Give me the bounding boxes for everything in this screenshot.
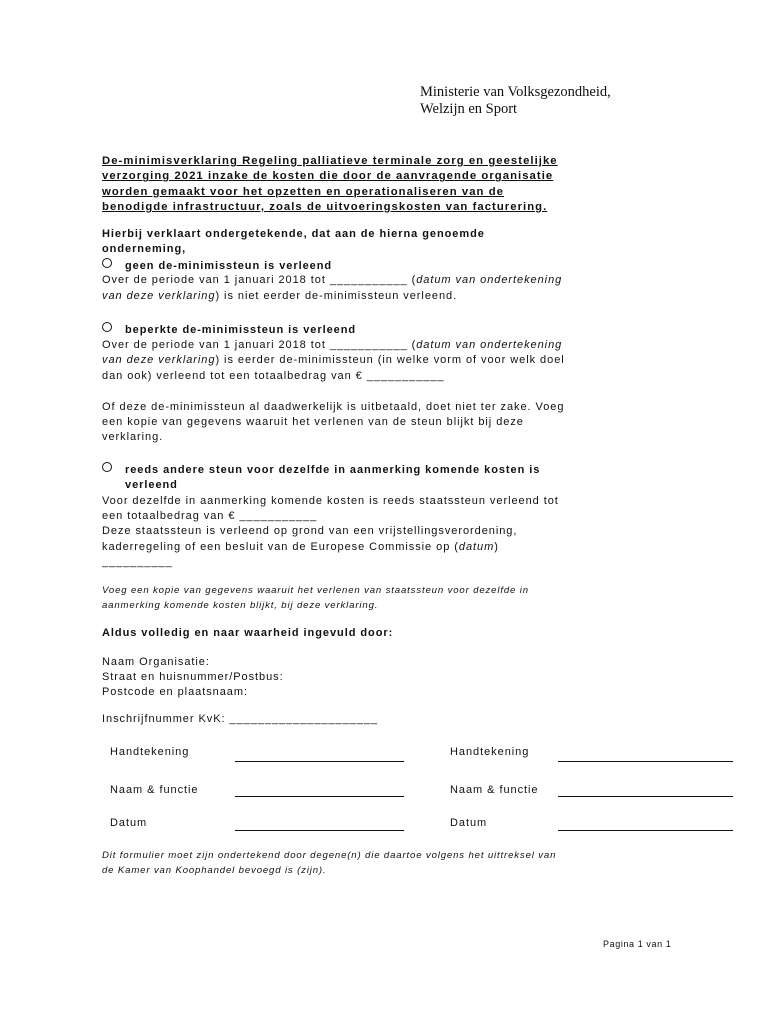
option-no-aid-text-1a: Over de periode van 1 januari 2018 tot ___________ ( (102, 274, 417, 286)
option-limited-aid-text-2a: van deze verklaring (102, 354, 216, 366)
signature-label-left: Handtekening (110, 746, 190, 758)
title-line-1: De-minimisverklaring Regeling palliatieve terminale zorg en geestelijke (102, 155, 558, 167)
org-name-label: Naam Organisatie: (102, 656, 210, 668)
signature-line-right[interactable] (558, 761, 733, 762)
option-no-aid-text-1b: datum van ondertekening (416, 274, 563, 286)
radio-limited-aid[interactable] (102, 322, 112, 332)
org-street-label: Straat en huisnummer/Postbus: (102, 671, 284, 683)
option-other-aid-text-4c: ) (494, 541, 499, 553)
option-limited-aid-text-1b: datum van ondertekening (416, 339, 563, 351)
option-no-aid-text-2 (102, 289, 457, 305)
date-label-left: Datum (110, 817, 148, 829)
org-postcode-label: Postcode en plaatsnaam: (102, 686, 248, 698)
option-limited-aid[interactable] (102, 322, 356, 339)
option-other-aid[interactable] (102, 462, 540, 479)
name-function-label-right: Naam & functie (450, 784, 539, 796)
signature-label-right: Handtekening (450, 746, 530, 758)
option-other-aid-text-4a: kaderregeling of een besluit van de Europese Commissie op ( (102, 541, 459, 553)
completed-by-heading: Aldus volledig en naar waarheid ingevuld door: (102, 627, 394, 639)
footer-note-line-2: de Kamer van Koophandel bevoegd is (zijn). (102, 865, 327, 876)
paid-note-line-3: verklaring. (102, 431, 164, 443)
option-limited-aid-text-3: dan ook) verleend tot een totaalbedrag van € ___________ (102, 370, 445, 382)
option-other-aid-text-4b: datum (458, 541, 495, 553)
ministry-name (420, 84, 611, 118)
option-other-aid-text-2: een totaalbedrag van € ___________ (102, 510, 318, 522)
intro-line-1: Hierbij verklaart ondergetekende, dat aan de hierna genoemde (102, 228, 485, 240)
option-no-aid-text-2b: ) is niet eerder de-minimissteun verleend. (215, 290, 458, 302)
option-other-aid-label-1: reeds andere steun voor dezelfde in aanmerking komende kosten is (125, 464, 541, 476)
option-other-aid-text-1: Voor dezelfde in aanmerking komende kosten is reeds staatssteun verleend tot (102, 495, 559, 507)
option-other-aid-date-blank: __________ (102, 556, 173, 568)
paid-note-line-1: Of deze de-minimissteun al daadwerkelijk is uitbetaald, doet niet ter zake. Voeg (102, 401, 565, 413)
page-number: Pagina 1 van 1 (603, 939, 672, 949)
name-function-line-left[interactable] (235, 796, 404, 797)
option-limited-aid-text-2b: ) is eerder de-minimissteun (in welke vorm of voor welk doel (215, 354, 565, 366)
option-other-aid-text-4 (102, 540, 499, 556)
kvk-field[interactable]: Inschrijfnummer KvK: _____________________ (102, 713, 378, 725)
ministry-line-2: Welzijn en Sport (420, 101, 518, 117)
document-title (102, 154, 602, 215)
option-limited-aid-text-1a: Over de periode van 1 januari 2018 tot ___________ ( (102, 339, 417, 351)
paid-note-line-2: een kopie van gegevens waaruit het verlenen van de steun blijkt bij deze (102, 416, 524, 428)
option-limited-aid-text-1 (102, 338, 562, 354)
title-line-4: benodigde infrastructuur, zoals de uitvoeringskosten van facturering. (102, 200, 548, 213)
option-other-aid-text-3: Deze staatssteun is verleend op grond van een vrijstellingsverordening, (102, 525, 518, 537)
option-no-aid-text-2a: van deze verklaring (102, 290, 216, 302)
option-no-aid-label: geen de-minimissteun is verleend (125, 260, 333, 272)
copy-note-line-1: Voeg een kopie van gegevens waaruit het verlenen van staatssteun voor dezelfde in (102, 585, 529, 596)
option-no-aid-text-1 (102, 273, 562, 289)
option-limited-aid-text-2 (102, 353, 565, 369)
option-other-aid-label-2: verleend (125, 479, 178, 491)
date-label-right: Datum (450, 817, 488, 829)
date-line-left[interactable] (235, 830, 404, 831)
footer-note-line-1: Dit formulier moet zijn ondertekend door degene(n) die daartoe volgens het uittreksel van (102, 850, 557, 861)
option-limited-aid-label: beperkte de-minimissteun is verleend (125, 324, 357, 336)
radio-other-aid[interactable] (102, 462, 112, 472)
title-line-3: worden gemaakt voor het opzetten en operationaliseren van de (102, 185, 504, 198)
intro-line-2: onderneming, (102, 243, 187, 255)
title-line-2: verzorging 2021 inzake de kosten die door de aanvragende organisatie (102, 170, 554, 183)
ministry-line-1: Ministerie van Volksgezondheid, (420, 84, 611, 100)
copy-note-line-2: aanmerking komende kosten blijkt, bij deze verklaring. (102, 600, 379, 611)
signature-line-left[interactable] (235, 761, 404, 762)
radio-no-aid[interactable] (102, 258, 112, 268)
date-line-right[interactable] (558, 830, 733, 831)
name-function-label-left: Naam & functie (110, 784, 199, 796)
name-function-line-right[interactable] (558, 796, 733, 797)
